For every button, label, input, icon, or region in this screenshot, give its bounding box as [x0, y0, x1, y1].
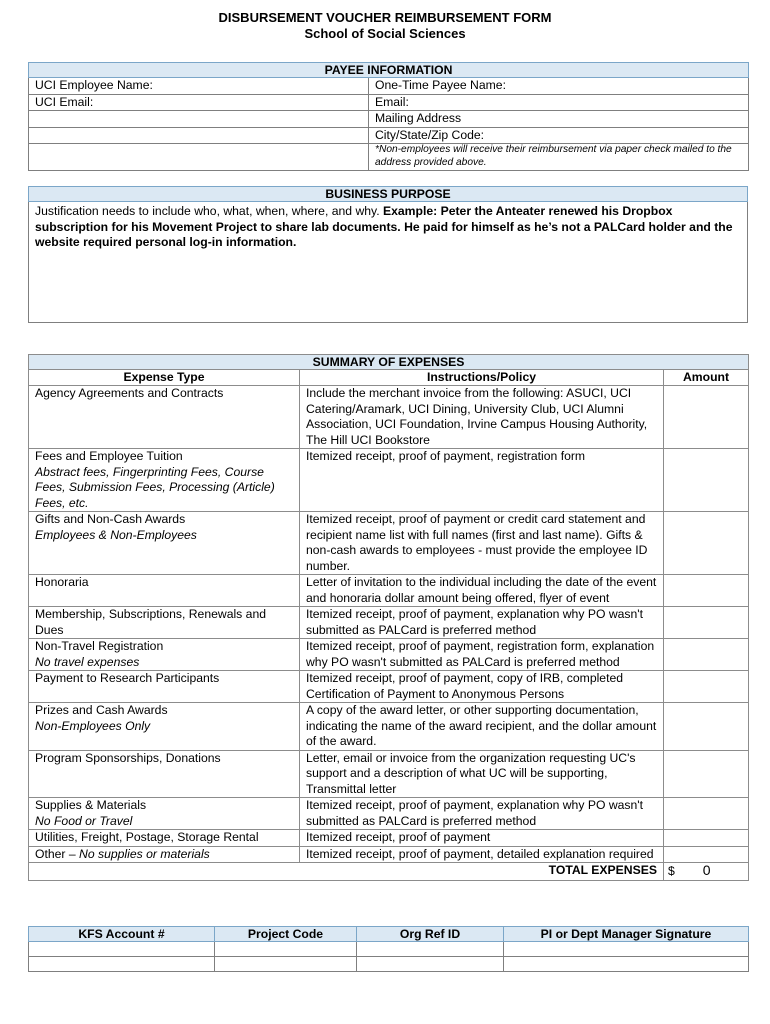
expense-row [29, 639, 749, 671]
expense-type-name: Honoraria [35, 575, 89, 589]
expense-type-cell [29, 846, 300, 863]
col-expense-type: Expense Type [29, 370, 300, 386]
org-ref-input[interactable] [357, 942, 504, 957]
expense-type-cell [29, 750, 300, 798]
expense-type-note: No travel expenses [35, 654, 140, 669]
expense-amount-input[interactable] [664, 449, 749, 512]
expense-type-note: Non-Employees Only [35, 718, 151, 733]
city-state-zip-label: City/State/Zip Code: [375, 127, 485, 142]
expense-row [29, 386, 749, 449]
expense-type-note: No Food or Travel [35, 813, 133, 828]
expense-type-cell [29, 671, 300, 703]
col-org-ref: Org Ref ID [357, 927, 504, 942]
col-signature: PI or Dept Manager Signature [504, 927, 749, 942]
expense-amount-input[interactable] [664, 386, 749, 449]
org-ref-input[interactable] [357, 957, 504, 972]
non-employee-note: *Non-employees will receive their reimbursement via paper check mailed to the address provided above. [369, 144, 749, 171]
expense-type-name: Gifts and Non-Cash Awards [35, 512, 186, 526]
expense-amount-input[interactable] [664, 607, 749, 639]
account-table [28, 926, 749, 972]
expense-type-note: Abstract fees, Fingerprinting Fees, Course Fees, Submission Fees, Processing (Article) Fees, etc. [35, 464, 275, 510]
blank-cell [29, 127, 369, 144]
signature-input[interactable] [504, 957, 749, 972]
project-code-input[interactable] [215, 957, 357, 972]
payee-email-field[interactable] [369, 94, 749, 111]
expense-type-name: Program Sponsorships, Donations [35, 750, 221, 765]
expense-amount-input[interactable] [664, 575, 749, 607]
expense-policy-cell: Itemized receipt, proof of payment, registration form, explanation why PO wasn't submitted as PALCard is preferred method [300, 639, 664, 671]
expense-type-name: Fees and Employee Tuition [35, 449, 183, 463]
expense-type-name: Supplies & Materials [35, 798, 147, 812]
expense-type-name: Prizes and Cash Awards [35, 703, 168, 717]
business-purpose-example: Example: Peter the Anteater renewed his Dropbox subscription for his Movement Project to share lab documents. He paid for himself as he’s not a PALCard holder and the website required personal log-in information. [35, 204, 733, 249]
payee-table [28, 62, 749, 171]
total-value: 0 [702, 862, 711, 878]
expense-amount-input[interactable] [664, 512, 749, 575]
expense-row [29, 798, 749, 830]
form-title: DISBURSEMENT VOUCHER REIMBURSEMENT FORM [218, 10, 552, 25]
col-instructions: Instructions/Policy [300, 370, 664, 386]
expense-policy-cell: Itemized receipt, proof of payment or credit card statement and recipient name list with full names (first and last name). Gifts & non-cash awards to employees - must provide the employee ID number. [300, 512, 664, 575]
currency-sign: $ [668, 864, 675, 878]
expense-row [29, 449, 749, 512]
expense-type-name: Payment to Research Participants [35, 671, 220, 685]
expense-amount-input[interactable] [664, 750, 749, 798]
mailing-address-field[interactable] [369, 111, 749, 128]
expense-type-cell [29, 798, 300, 830]
employee-email-field[interactable] [29, 94, 369, 111]
blank-cell [29, 111, 369, 128]
expense-row [29, 703, 749, 751]
expense-type-cell [29, 386, 300, 449]
expense-row [29, 575, 749, 607]
expenses-table [28, 354, 749, 881]
employee-name-label: UCI Employee Name: [35, 78, 153, 92]
signature-input[interactable] [504, 942, 749, 957]
col-kfs-account: KFS Account # [29, 927, 215, 942]
business-purpose-table [28, 186, 748, 323]
payee-header: PAYEE INFORMATION [29, 63, 749, 78]
project-code-input[interactable] [215, 942, 357, 957]
blank-cell [29, 144, 369, 171]
expense-policy-cell: Itemized receipt, proof of payment, explanation why PO wasn't submitted as PALCard is preferred method [300, 607, 664, 639]
expense-policy-cell: Include the merchant invoice from the following: ASUCI, UCI Catering/Aramark, UCI Dining, University Club, UCI Alumni Association, UCI Foundation, Irvine Campus Housing Authority, The Hill UCI Bookstore [300, 386, 664, 449]
onetime-payee-name-label: One-Time Payee Name: [375, 78, 506, 92]
expense-type-cell [29, 607, 300, 639]
expense-row [29, 607, 749, 639]
expense-type-cell [29, 639, 300, 671]
expense-policy-cell: Itemized receipt, proof of payment [300, 830, 664, 847]
expense-type-name: Other – [35, 846, 80, 861]
expense-type-note: Employees & Non-Employees [35, 527, 197, 542]
expense-type-note: No supplies or materials [79, 846, 210, 861]
expense-type-cell [29, 830, 300, 847]
expense-amount-input[interactable] [664, 639, 749, 671]
total-expenses-label: TOTAL EXPENSES [29, 863, 664, 881]
col-amount: Amount [664, 370, 749, 386]
col-project-code: Project Code [215, 927, 357, 942]
business-purpose-header: BUSINESS PURPOSE [29, 187, 748, 202]
summary-header: SUMMARY OF EXPENSES [29, 355, 749, 370]
expense-row [29, 846, 749, 863]
expense-row [29, 830, 749, 847]
employee-name-field[interactable] [29, 78, 369, 95]
expense-type-name: Membership, Subscriptions, Renewals and Dues [35, 607, 266, 637]
expense-type-name: Utilities, Freight, Postage, Storage Rental [35, 830, 259, 844]
expense-row [29, 671, 749, 703]
form-subtitle: School of Social Sciences [304, 26, 466, 41]
payee-email-label: Email: [375, 94, 409, 109]
expense-row [29, 750, 749, 798]
expense-type-cell [29, 703, 300, 751]
expense-type-cell [29, 449, 300, 512]
onetime-payee-name-field[interactable] [369, 78, 749, 95]
expense-row [29, 512, 749, 575]
expense-type-cell [29, 575, 300, 607]
expense-policy-cell: Letter, email or invoice from the organization requesting UC's support and a description of what UC will be supporting, Transmittal letter [300, 750, 664, 798]
expense-policy-cell: Itemized receipt, proof of payment, explanation why PO wasn't submitted as PALCard is preferred method [300, 798, 664, 830]
city-state-zip-field[interactable] [369, 127, 749, 144]
expense-amount-input[interactable] [664, 671, 749, 703]
kfs-account-input[interactable] [29, 942, 215, 957]
expense-type-cell [29, 512, 300, 575]
expense-amount-input[interactable] [664, 798, 749, 830]
expense-amount-input[interactable] [664, 830, 749, 847]
employee-email-label: UCI Email: [35, 94, 94, 109]
expense-amount-input[interactable] [664, 846, 749, 863]
expense-type-name: Agency Agreements and Contracts [35, 386, 224, 400]
kfs-account-input[interactable] [29, 957, 215, 972]
expense-policy-cell: Itemized receipt, proof of payment, copy of IRB, completed Certification of Payment to Anonymous Persons [300, 671, 664, 703]
mailing-address-label: Mailing Address [375, 111, 462, 125]
total-expenses-amount [664, 863, 749, 881]
expense-policy-cell: Itemized receipt, proof of payment, detailed explanation required [300, 846, 664, 863]
expense-policy-cell: Itemized receipt, proof of payment, registration form [300, 449, 664, 512]
business-purpose-field[interactable] [29, 202, 748, 323]
expense-type-name: Non-Travel Registration [35, 639, 164, 653]
expense-policy-cell: Letter of invitation to the individual including the date of the event and honoraria dollar amount being offered, flyer of event [300, 575, 664, 607]
expense-amount-input[interactable] [664, 703, 749, 751]
business-purpose-intro: Justification needs to include who, what, when, where, and why. [35, 204, 383, 218]
expense-policy-cell: A copy of the award letter, or other supporting documentation, indicating the name of the award recipient, and the dollar amount of the award. [300, 703, 664, 751]
